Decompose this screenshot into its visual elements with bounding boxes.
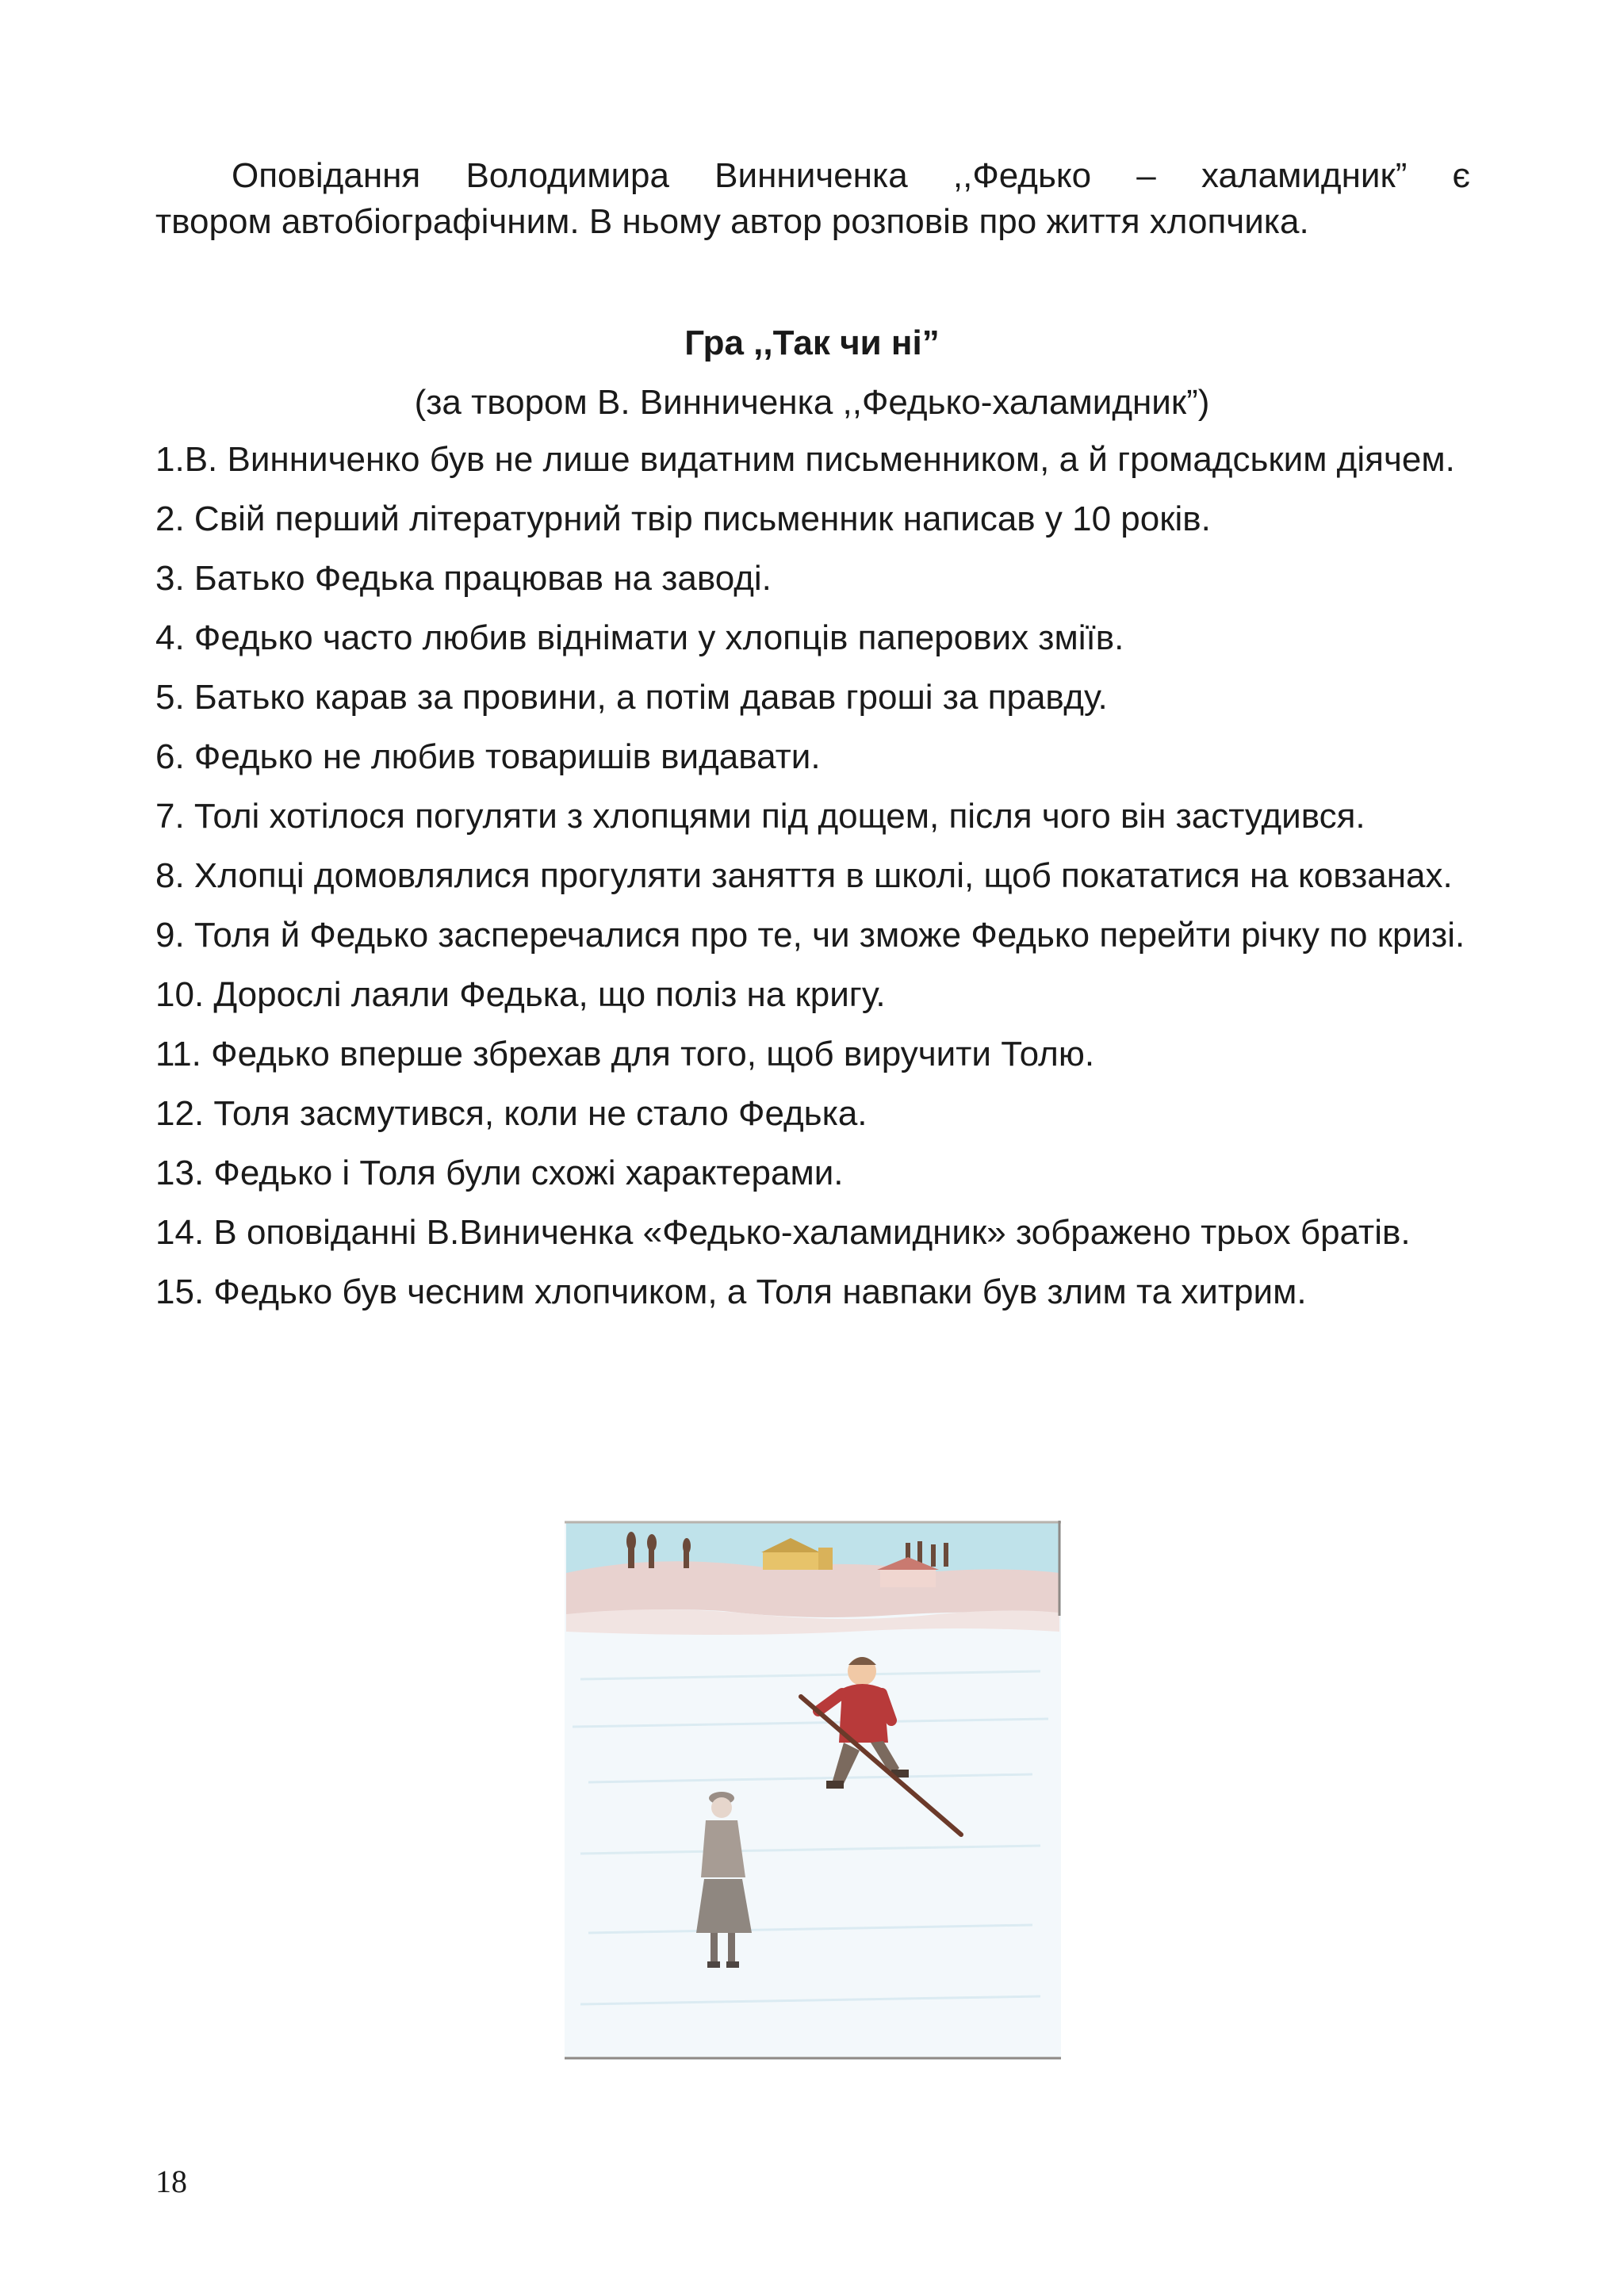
- question-item: [155, 617, 1470, 660]
- question-item: [155, 1093, 1470, 1135]
- question-text: 3. Батько Федька працював на заводі.: [155, 559, 772, 598]
- question-text: 9. Толя й Федько засперечалися про те, чи зможе Федько перейти річку по кризі.: [155, 916, 1465, 955]
- question-item: [155, 1152, 1470, 1195]
- game-title: Гра ,,Так чи ні”: [684, 323, 940, 362]
- question-text: 7. Толі хотілося погуляти з хлопцями під дощем, після чого він застудився.: [155, 797, 1365, 836]
- question-text: 15. Федько був чесним хлопчиком, а Толя навпаки був злим та хитрим.: [155, 1272, 1307, 1311]
- question-item: [155, 914, 1470, 957]
- question-text: 4. Федько часто любив віднімати у хлопців паперових зміїв.: [155, 618, 1124, 657]
- question-item: [155, 1033, 1470, 1076]
- intro-line-2: твором автобіографічним. В ньому автор розповів про життя хлопчика.: [155, 202, 1309, 241]
- question-text: 1.В. Винниченко був не лише видатним письменником, а й громадським діячем.: [155, 440, 1455, 479]
- question-text: 6. Федько не любив товаришів видавати.: [155, 737, 821, 776]
- question-list: [155, 438, 1470, 1330]
- question-text: 5. Батько карав за провини, а потім давав гроші за правду.: [155, 678, 1108, 717]
- intro-line-1: Оповідання Володимира Винниченка ,,Федько – халамидник” є: [232, 156, 1470, 195]
- question-item: [155, 557, 1470, 600]
- question-item: [155, 795, 1470, 838]
- question-text: 10. Дорослі лаяли Федька, що поліз на кригу.: [155, 975, 886, 1014]
- question-text: 8. Хлопці домовлялися прогуляти заняття в школі, щоб покататися на ковзанах.: [155, 856, 1453, 895]
- question-item: [155, 676, 1470, 719]
- page-number: 18: [155, 2164, 187, 2199]
- question-item: [155, 974, 1470, 1016]
- game-subtitle: (за твором В. Винниченка ,,Федько-халамидник”): [414, 383, 1210, 422]
- question-text: 12. Толя засмутився, коли не стало Федька.: [155, 1094, 868, 1133]
- question-item: [155, 855, 1470, 897]
- winter-drawing-illustration: [565, 1521, 1061, 2060]
- question-item: [155, 736, 1470, 779]
- question-text: 14. В оповіданні В.Виниченка «Федько-халамидник» зображено трьох братів.: [155, 1213, 1411, 1252]
- question-item: [155, 1211, 1470, 1254]
- question-text: 2. Свій перший літературний твір письменник написав у 10 років.: [155, 499, 1211, 538]
- question-item: [155, 438, 1470, 481]
- intro-paragraph: [155, 153, 1470, 245]
- question-item: [155, 498, 1470, 541]
- question-item: [155, 1271, 1470, 1314]
- question-text: 11. Федько вперше збрехав для того, щоб виручити Толю.: [155, 1035, 1095, 1073]
- question-text: 13. Федько і Толя були схожі характерами.: [155, 1154, 844, 1192]
